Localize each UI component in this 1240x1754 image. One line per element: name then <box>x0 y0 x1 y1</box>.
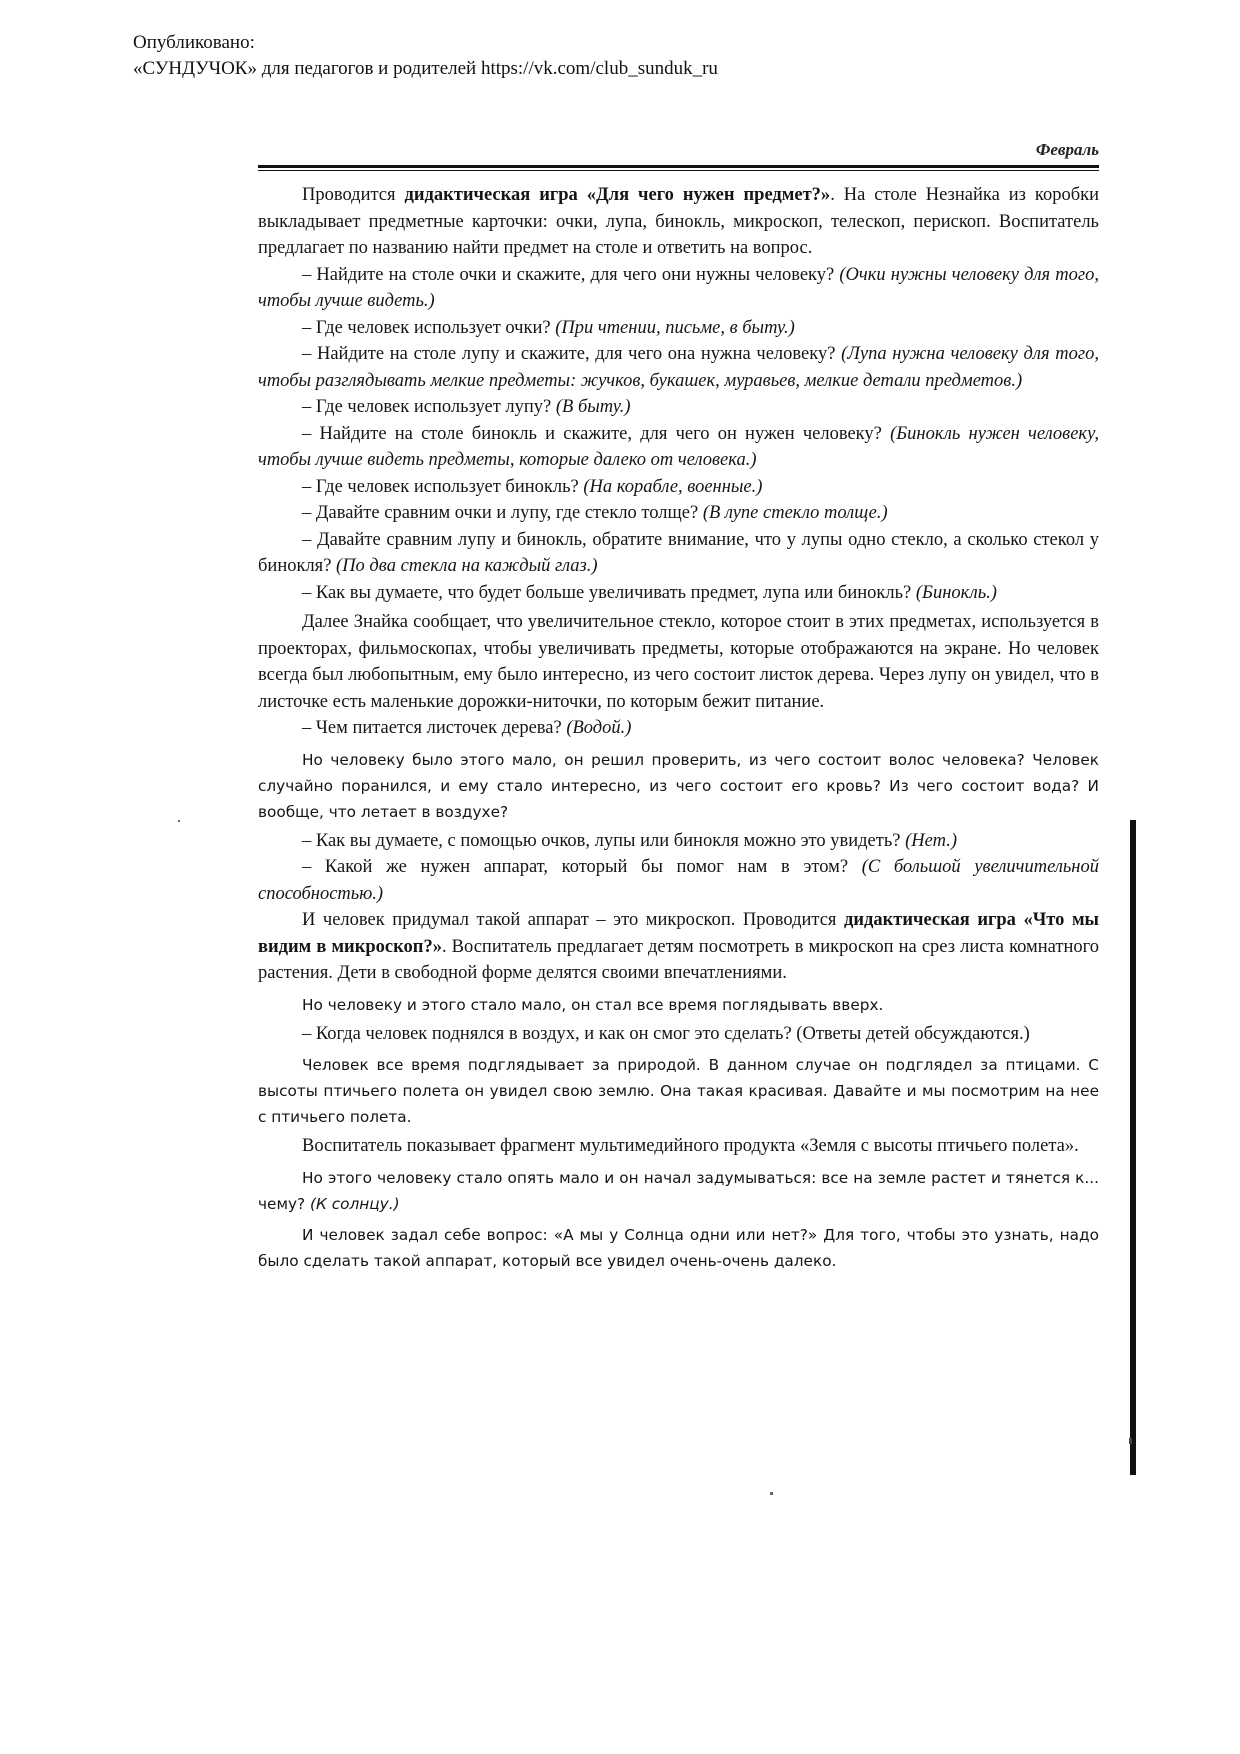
question: – Где человек использует лупу? <box>302 397 556 417</box>
game-title: дидактическая игра «Для чего нужен предмет?» <box>404 185 831 205</box>
dialogue-line <box>258 580 1099 607</box>
answer: (На корабле, военные.) <box>583 476 763 497</box>
answer: (Бинокль нужен человеку, чтобы лучше видеть предметы, которые далеко от человека.) <box>258 423 1099 470</box>
publication-line-2: «СУНДУЧОК» для педагогов и родителей https://vk.com/club_sunduk_ru <box>133 58 718 79</box>
paragraph-narration: Человек все время подглядывает за природой. В данном случае он подглядел за птицами. С высоты птичьего полета он увидел свою землю. Она такая красивая. Давайте и мы посмотрим на нее с птичьего полета. <box>258 1056 1099 1126</box>
text: . На столе Незнайка из коробки выкладывает предметные карточки: очки, лупа, бинокль, микроскоп, телескоп, перископ. Воспитатель предлагает по названию найти предмет на столе и ответить на вопрос. <box>258 185 1099 258</box>
question: – Где человек использует бинокль? <box>302 476 584 497</box>
header-rule-thick <box>258 165 1099 168</box>
answer: (Водой.) <box>566 718 632 738</box>
scan-speck <box>1129 1438 1132 1444</box>
answer: (Лупа нужна человеку для того, чтобы разглядывать мелкие предметы: жучков, букашек, муравьев, мелкие детали предметов.) <box>258 344 1099 391</box>
answer: (По два стекла на каждый глаз.) <box>336 556 598 576</box>
scan-margin-shadow <box>1130 820 1136 1475</box>
question: – Как вы думаете, с помощью очков, лупы или бинокля можно это увидеть? <box>302 830 906 851</box>
answer: (К солнцу.) <box>310 1194 400 1213</box>
game-title: дидактическая игра «Что мы видим в микроскоп?» <box>258 910 1099 957</box>
paragraph-narration: Далее Знайка сообщает, что увеличительное стекло, которое стоит в этих предметах, используется в проекторах, фильмоскопах, чтобы увеличивать предметы, которые отображаются на экране. Но человек всегда был любопытным, ему было интересно, из чего состоит листок дерева. Через лупу он увидел, что в листочке есть маленькие дорожки-ниточки, по которым бежит питание. <box>258 612 1099 712</box>
paragraph-narration: Но человеку и этого стало мало, он стал все время поглядывать вверх. <box>302 995 884 1014</box>
question: – Найдите на столе бинокль и скажите, для чего он нужен человеку? <box>302 423 891 444</box>
answer: (С большой увеличительной способностью.) <box>258 857 1099 904</box>
paragraph-narration <box>258 1165 1099 1217</box>
paragraph-narration: Воспитатель показывает фрагмент мультимедийного продукта «Земля с высоты птичьего полета». <box>302 1136 1079 1156</box>
dialogue-line <box>258 262 1099 315</box>
text: И человек придумал такой аппарат – это микроскоп. Проводится <box>302 910 845 930</box>
paragraph-narration: И человек задал себе вопрос: «А мы у Солнца одни или нет?» Для того, чтобы это узнать, надо было сделать такой аппарат, который все увидел очень-очень далеко. <box>258 1225 1099 1270</box>
dialogue-line <box>258 715 1099 742</box>
question: – Чем питается листочек дерева? <box>302 718 567 738</box>
dialogue-line <box>258 500 1099 527</box>
page-body <box>258 182 1099 1274</box>
publication-note <box>133 30 718 82</box>
scan-dot <box>770 1492 773 1495</box>
question: – Какой же нужен аппарат, который бы помог нам в этом? <box>302 857 862 877</box>
running-header-month: Февраль <box>1035 140 1099 159</box>
text: Проводится <box>302 185 405 205</box>
dialogue-line <box>258 474 1099 501</box>
text: . Воспитатель предлагает детям посмотреть в микроскоп на срез листа комнатного растения. Дети в свободной форме делятся своими впечатлениями. <box>258 936 1099 983</box>
question: Но этого человеку стало опять мало и он начал задумываться: все на земле растет и тянется к... чему? <box>258 1168 1099 1213</box>
question: – Как вы думаете, что будет больше увеличивать предмет, лупа или бинокль? <box>302 582 916 603</box>
answer: (Бинокль.) <box>915 582 997 603</box>
answer: (В быту.) <box>555 397 631 417</box>
scan-dot <box>178 820 180 822</box>
dialogue-line: – Когда человек поднялся в воздух, и как он смог это сделать? (Ответы детей обсуждаются.) <box>302 1023 1030 1044</box>
answer: (При чтении, письме, в быту.) <box>555 317 795 338</box>
paragraph-microscope-game <box>258 907 1099 987</box>
answer: (Нет.) <box>905 830 957 851</box>
dialogue-line <box>258 828 1099 855</box>
dialogue-line <box>258 854 1099 907</box>
dialogue-line <box>258 527 1099 580</box>
publication-line-1: Опубликовано: <box>133 32 255 53</box>
dialogue-line <box>258 421 1099 474</box>
question: – Найдите на столе лупу и скажите, для чего она нужна человеку? <box>302 344 842 364</box>
header-rule-thin <box>258 170 1099 171</box>
question: – Найдите на столе очки и скажите, для чего они нужны человеку? <box>302 264 840 285</box>
paragraph-intro-game <box>258 182 1099 262</box>
answer: (В лупе стекло толще.) <box>702 503 888 523</box>
paragraph-narration: Но человеку было этого мало, он решил проверить, из чего состоит волос человека? Человек случайно поранился, и ему стало интересно, из чего состоит его кровь? Из чего состоит вода? И вообще, что летает в воздухе? <box>258 750 1099 821</box>
question: – Давайте сравним очки и лупу, где стекло толще? <box>302 503 703 523</box>
dialogue-line <box>258 341 1099 394</box>
question: – Давайте сравним лупу и бинокль, обратите внимание, что у лупы одно стекло, а сколько стекол у бинокля? <box>258 529 1099 576</box>
dialogue-line <box>258 394 1099 421</box>
answer: (Очки нужны человеку для того, чтобы лучше видеть.) <box>258 264 1100 311</box>
dialogue-line <box>258 315 1099 342</box>
question: – Где человек использует очки? <box>302 317 556 338</box>
